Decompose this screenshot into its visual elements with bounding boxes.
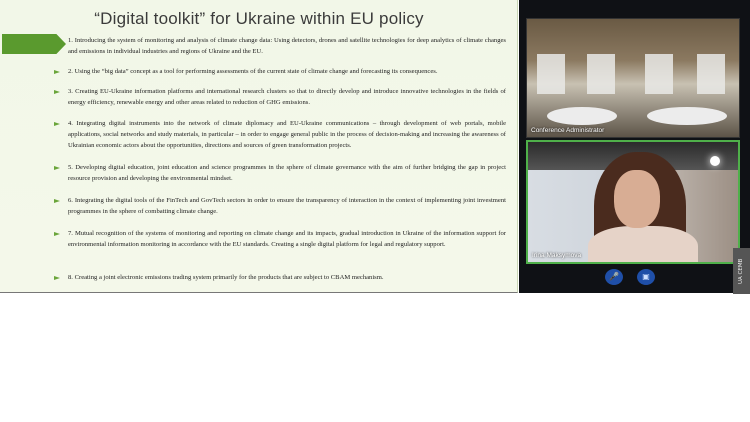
- camera-icon[interactable]: ▣: [637, 269, 655, 285]
- room-table: [647, 107, 727, 125]
- room-window: [587, 54, 615, 94]
- bullet-arrow-icon: [54, 70, 60, 74]
- speaker-body: [588, 226, 698, 264]
- room-window: [537, 54, 565, 94]
- participant-video-irina-maksymova[interactable]: [526, 140, 740, 264]
- slide-item-7: 7. Mutual recognition of the systems of monitoring and reporting on climate change and its impacts, gradual introduction in Ukraine of the information support for environmental information monitoring in accordance with the EU standards. Creating a single digital platform for legal and regulatory support.: [68, 230, 506, 249]
- conference-room-video-feed: [527, 19, 739, 137]
- slide-item-4: 4. Integrating digital instruments into the network of climate diplomacy and EU-Ukraine communications – through development of web portals, mobile applications, social networks and study materials, in particular – in order to engage general public in the process of decision-making and increasing the awareness of Ukrainian economic actors about the opportunities, directions and sources of green transformation projects.: [68, 120, 506, 150]
- participant-video-conference-administrator[interactable]: [526, 18, 740, 138]
- slide-item-3: 3. Creating EU-Ukraine information platforms and international research clusters so that to directly develop and introduce innovative technologies in the fields of energy efficiency, renewable energy and other areas related to reduction of GHG emissions.: [68, 88, 506, 107]
- bullet-arrow-icon: [54, 199, 60, 203]
- presentation-slide: [0, 0, 518, 293]
- slide-item-6: 6. Integrating the digital tools of the FinTech and GovTech sectors in order to ensure the transparency of interaction in the context of implementing joint investment programmes in the sphere of combatting climate change.: [68, 197, 506, 216]
- participant-name-tag: Irina Maksymova: [532, 252, 582, 259]
- mic-icon[interactable]: 🎤: [605, 269, 623, 285]
- slide-item-8: 8. Creating a joint electronic emissions trading system primarily for the products that are subject to CBAM mechanism.: [68, 274, 384, 281]
- participant-name-tag: Conference Administrator: [531, 127, 605, 134]
- bullet-arrow-icon: [54, 122, 60, 126]
- bullet-arrow-icon: [54, 276, 60, 280]
- slide-title: “Digital toolkit” for Ukraine within EU policy: [94, 9, 424, 28]
- slide-item-5: 5. Developing digital education, joint education and science programmes in the sphere of climate governance with the aim of further bridging the gap in project resource provision and developing the environmental mindset.: [68, 164, 506, 183]
- slide-item-2: 2. Using the “big data” concept as a tool for performing assessments of the current state of climate change and forecasting its consequences.: [68, 68, 438, 75]
- participants-panel: [519, 0, 750, 293]
- slide-item-1: 1. Introducing the system of monitoring and analysis of climate change data: Using detectors, drones and satellite technologies for deep analytics of climate changes and emissions in individual industries and regions of Ukraine and the EU.: [68, 37, 506, 56]
- ceiling-lamp: [710, 156, 720, 166]
- side-tab[interactable]: UA CEMB: [733, 248, 750, 294]
- first-item-arrow-marker: [2, 34, 66, 54]
- speaker-video-feed: [528, 142, 738, 262]
- room-window: [697, 54, 725, 94]
- bullet-arrow-icon: [54, 232, 60, 236]
- bullet-arrow-icon: [54, 166, 60, 170]
- room-table: [547, 107, 617, 125]
- room-window: [645, 54, 673, 94]
- call-controls: [519, 266, 750, 288]
- speaker-face: [614, 170, 660, 228]
- bullet-arrow-icon: [54, 90, 60, 94]
